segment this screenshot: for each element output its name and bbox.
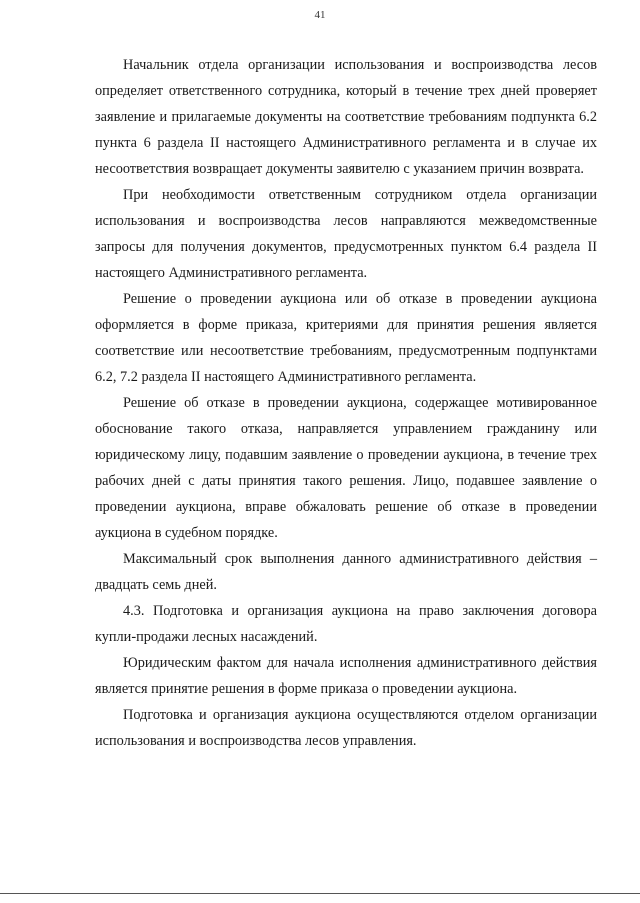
paragraph-1: Начальник отдела организации использования и воспроизводства лесов определяет ответственного сотрудника, который в течение трех дней проверяет заявление и прилагаемые документы на соответствие требованиям подпункта 6.2 пункта 6 раздела II настоящего Административного регламента и в случае их несоответствия возвращает документы заявителю с указанием причин возврата. [95, 57, 597, 177]
page-number: 41 [314, 9, 326, 21]
paragraph-3: Решение о проведении аукциона или об отказе в проведении аукциона оформляется в форме приказа, критериями для принятия решения является соответствие или несоответствие требованиям, предусмотренным подпунктами 6.2, 7.2 раздела II настоящего Административного регламента. [95, 291, 597, 385]
paragraph-6: Юридическим фактом для начала исполнения административного действия является принятие решения в форме приказа о проведении аукциона. [95, 655, 597, 697]
paragraph-2: При необходимости ответственным сотрудником отдела организации использования и воспроизводства лесов направляются межведомственные запросы для получения документов, предусмотренных пунктом 6.4 раздела II настоящего Административного регламента. [95, 187, 597, 281]
paragraph-7: Подготовка и организация аукциона осуществляются отделом организации использования и воспроизводства лесов управления. [95, 707, 597, 749]
paragraph-4: Решение об отказе в проведении аукциона, содержащее мотивированное обоснование такого отказа, направляется управлением гражданину или юридическому лицу, подавшим заявление о проведении аукциона, в течение трех рабочих дней с даты принятия такого решения. Лицо, подавшее заявление о проведении аукциона, вправе обжаловать решение об отказе в проведении аукциона в судебном порядке. [95, 395, 597, 541]
document-body [95, 52, 597, 754]
section-heading-4-3: 4.3. Подготовка и организация аукциона на право заключения договора купли-продажи лесных насаждений. [95, 603, 597, 645]
page-bottom-rule [0, 893, 640, 894]
paragraph-5: Максимальный срок выполнения данного административного действия – двадцать семь дней. [95, 551, 597, 593]
